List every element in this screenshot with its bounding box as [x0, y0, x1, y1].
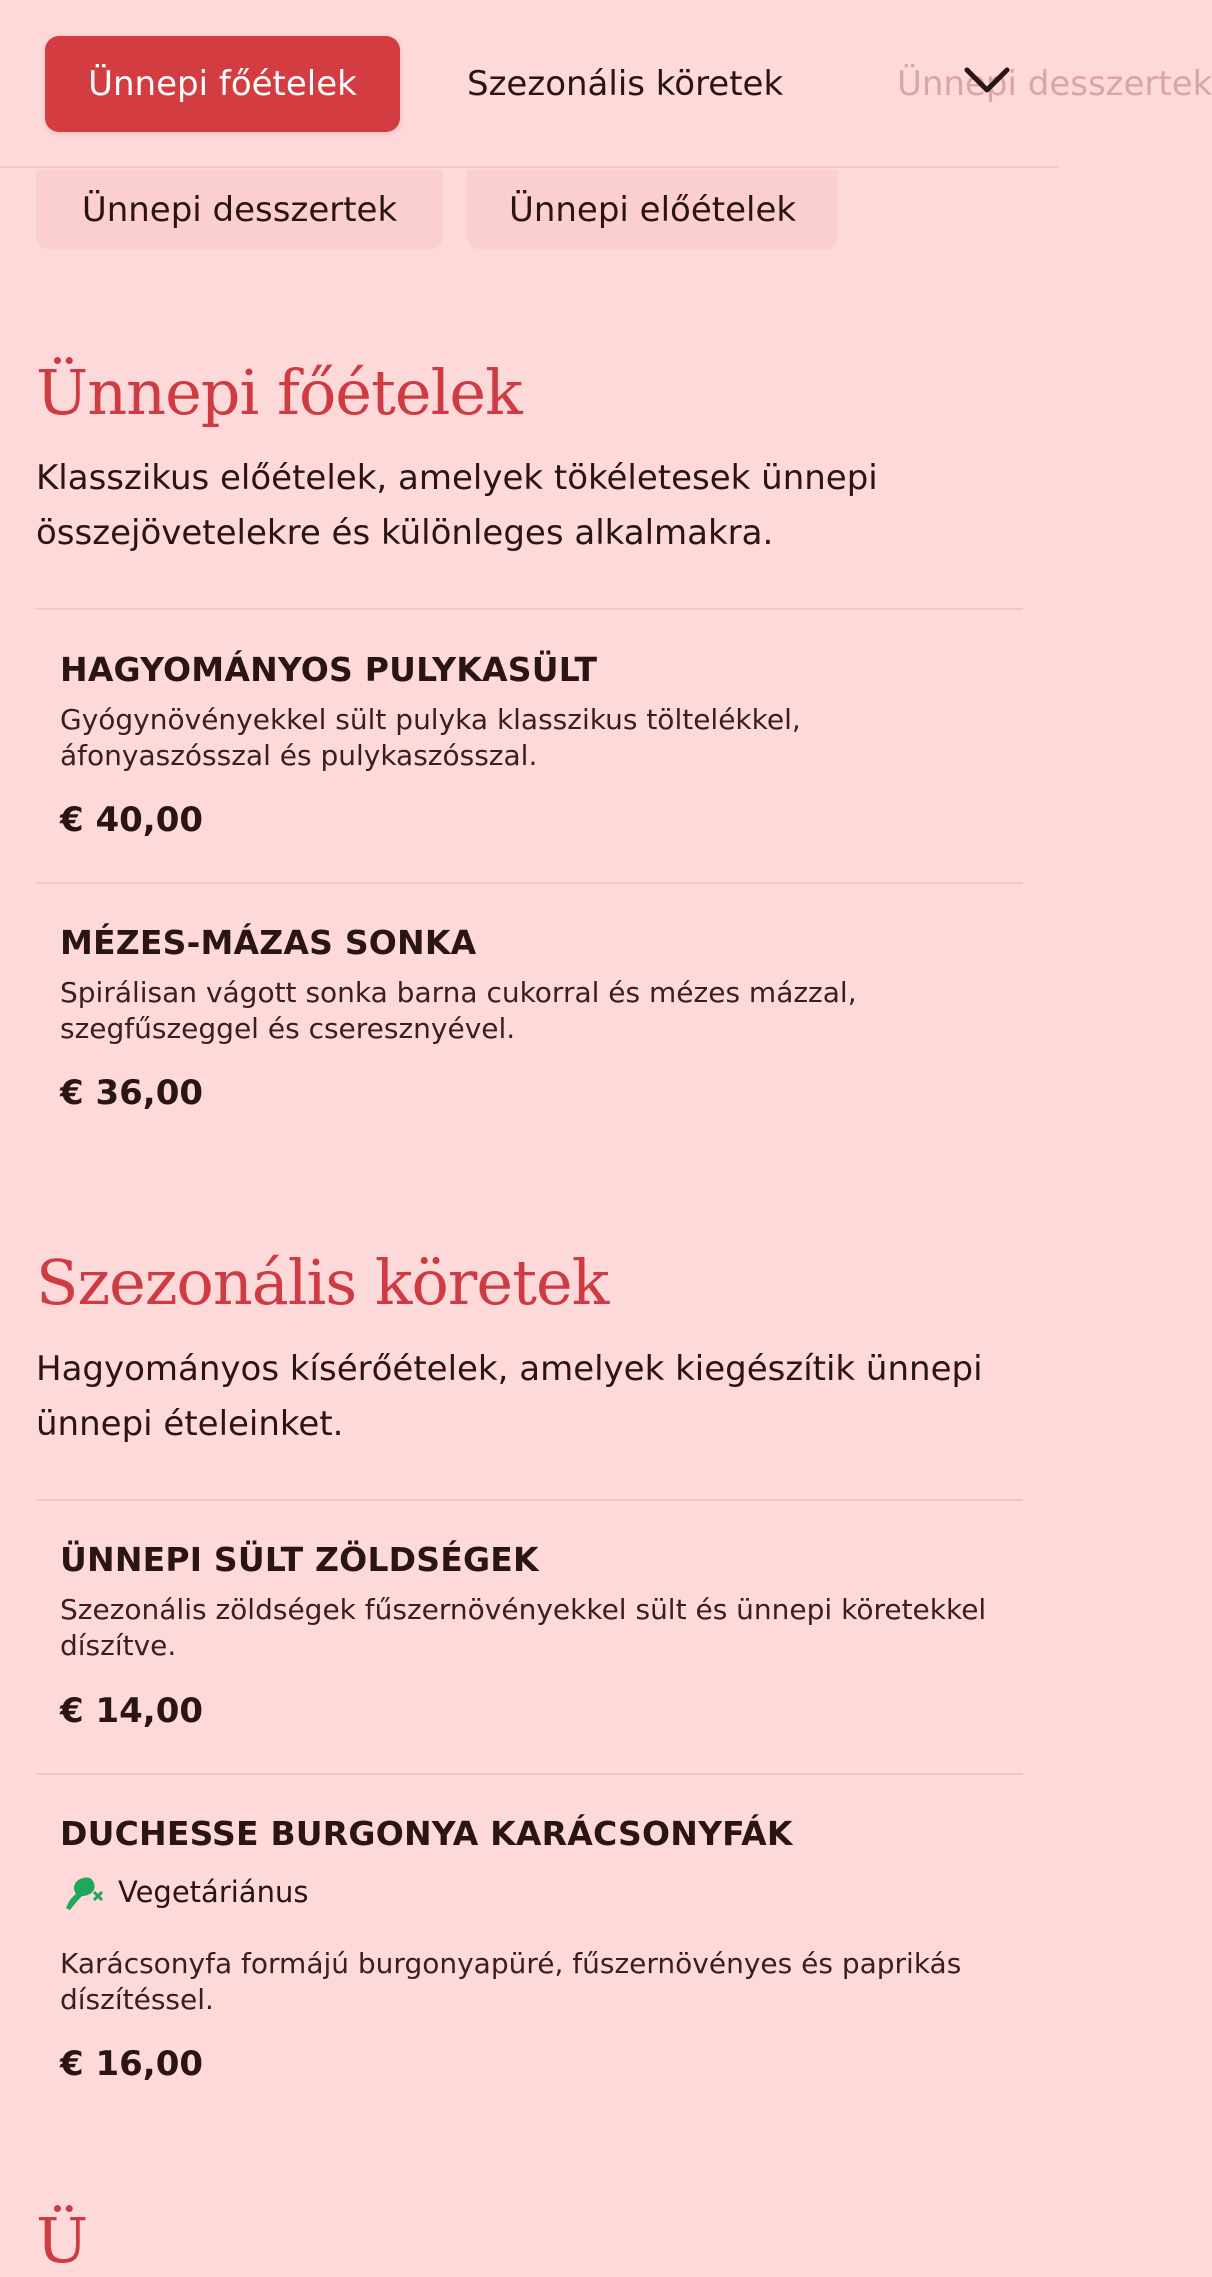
divider	[36, 1773, 1023, 1775]
menu-item-description: Gyógynövényekkel sült pulyka klasszikus töltelékkel, áfonyaszósszal és pulykaszósszal.	[60, 703, 801, 772]
menu-item-description: Karácsonyfa formájú burgonyapüré, fűszernövényes és paprikás díszítéssel.	[60, 1947, 962, 2016]
menu-item-price: € 16,00	[60, 2044, 204, 2084]
menu-item-name: HAGYOMÁNYOS PULYKASÜLT	[60, 650, 598, 689]
section-description: Hagyományos kísérőételek, amelyek kiegészítik ünnepi ünnepi ételeinket.	[36, 1349, 983, 1444]
menu-item-price: € 36,00	[60, 1073, 204, 1113]
chevron-down-icon[interactable]	[962, 64, 1012, 96]
menu-item-price: € 40,00	[60, 800, 204, 840]
tab-unnepi-foetelek[interactable]: Ünnepi főételek	[45, 36, 400, 132]
divider	[36, 882, 1023, 884]
tab-szezonalis-koretek[interactable]: Szezonális köretek	[467, 64, 784, 104]
menu-item-name: MÉZES-MÁZAS SONKA	[60, 923, 477, 962]
section-title: Szezonális köretek	[36, 1246, 609, 1319]
divider	[36, 1499, 1023, 1501]
menu-item-description: Szezonális zöldségek fűszernövényekkel sült és ünnepi köretekkel díszítve.	[60, 1593, 987, 1662]
section-title: Ünnepi főételek	[36, 356, 522, 429]
category-nav	[0, 0, 1212, 168]
dietary-tag	[60, 1872, 308, 1912]
section-description: Klasszikus előételek, amelyek tökéletesek ünnepi összejövetelekre és különleges alkalmakra.	[36, 458, 878, 553]
menu-item-price: € 14,00	[60, 1691, 204, 1731]
menu-item-name: ÜNNEPI SÜLT ZÖLDSÉGEK	[60, 1540, 539, 1579]
vegetarian-icon	[60, 1872, 104, 1912]
tab-unnepi-eloetelek[interactable]: Ünnepi előételek	[467, 170, 838, 250]
divider	[36, 608, 1023, 610]
next-section-title-partial: Ü	[36, 2204, 89, 2277]
menu-item-name: DUCHESSE BURGONYA KARÁCSONYFÁK	[60, 1814, 793, 1853]
menu-item-description: Spirálisan vágott sonka barna cukorral és mézes mázzal, szegfűszeggel és cseresznyével.	[60, 976, 857, 1045]
tab-unnepi-desszertek[interactable]: Ünnepi desszertek	[36, 170, 443, 250]
tab-overflow-partial[interactable]: Ünnepi desszertek	[897, 64, 1212, 104]
dietary-tag-label: Vegetáriánus	[118, 1875, 309, 1909]
